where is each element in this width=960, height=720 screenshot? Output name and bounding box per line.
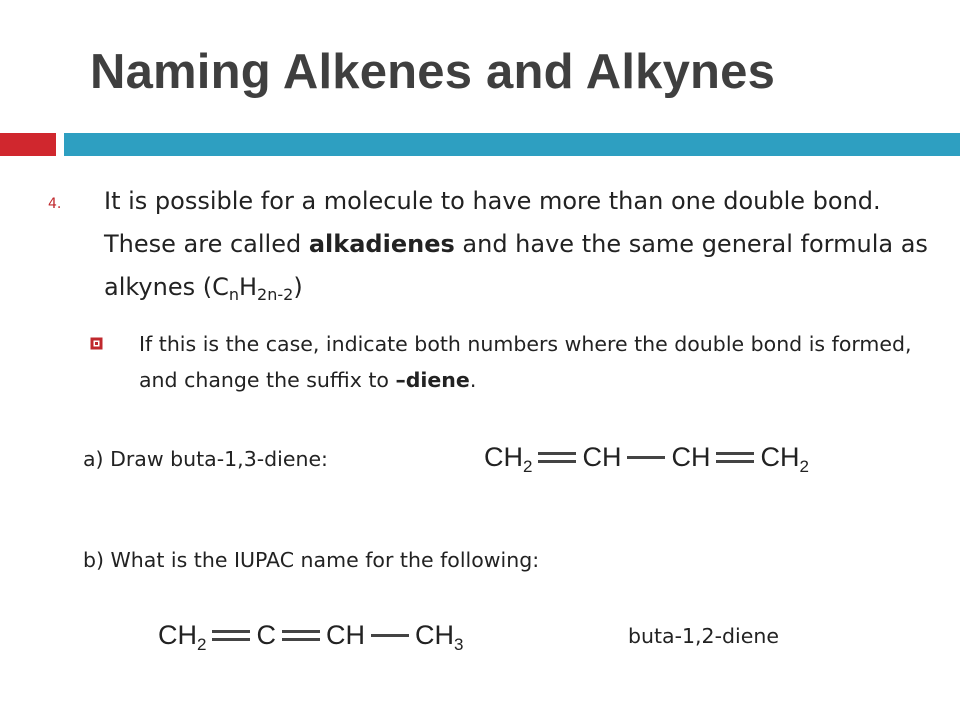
accent-bar-blue	[64, 133, 960, 156]
formula-b-atom-0: CH	[158, 620, 197, 650]
formula-b-double-bond-1	[212, 630, 250, 641]
formula-a-group-4	[671, 442, 710, 473]
formula-a-atom-2: CH	[582, 442, 622, 472]
formula-question-b	[158, 620, 464, 654]
sub-point-text-1: If this is the case, indicate both numbers where the double bond is formed, and change the suffix to	[139, 332, 912, 392]
formula-b-atom-2: C	[256, 620, 276, 650]
formula-b-atom-6: CH	[414, 620, 454, 650]
answer-b: buta-1,2-diene	[628, 624, 779, 648]
accent-bar-red	[0, 133, 56, 156]
formula-b-subscript-6: 3	[453, 635, 464, 654]
formula-a-double-bond-1	[538, 452, 576, 463]
formula-b-double-bond-3	[282, 630, 320, 641]
formula-buta-1-3-diene	[484, 442, 809, 476]
general-formula	[212, 266, 293, 309]
formula-b-single-bond-5	[371, 634, 409, 637]
formula-a-atom-6: CH	[760, 442, 800, 472]
formula-a-double-bond-5	[716, 452, 754, 463]
question-b-prompt: b) What is the IUPAC name for the following:	[83, 548, 540, 572]
suffix-diene: –diene	[395, 368, 470, 392]
formula-a-subscript-0: 2	[523, 457, 533, 476]
main-point-text-1: It is possible for a molecule to have more than one double bond. These are called	[104, 187, 881, 258]
formula-a-atom-0: CH	[484, 442, 523, 472]
formula-c: C	[212, 273, 229, 301]
formula-b-subscript-0: 2	[197, 635, 207, 654]
formula-b-group-2	[256, 620, 276, 651]
main-point-text-2: and have the same general formula as alkynes (	[104, 230, 928, 301]
formula-b-atom-4: CH	[325, 620, 365, 650]
formula-a-group-6	[760, 442, 809, 476]
list-number: 4.	[48, 196, 62, 212]
slide-title: Naming Alkenes and Alkynes	[90, 45, 776, 99]
formula-a-subscript-6: 2	[799, 457, 809, 476]
formula-a-atom-4: CH	[671, 442, 711, 472]
formula-a-group-0	[484, 442, 533, 476]
formula-subscript: 2n-2	[257, 285, 294, 304]
question-a-prompt: a) Draw buta-1,3-diene:	[83, 447, 328, 471]
term-alkadienes: alkadienes	[308, 230, 455, 258]
formula-n: n	[228, 285, 239, 304]
main-point	[104, 180, 944, 309]
formula-a-group-2	[582, 442, 621, 473]
formula-a-single-bond-3	[627, 456, 665, 459]
square-bullet-icon	[90, 337, 103, 350]
sub-point	[139, 326, 939, 398]
formula-b-group-4	[326, 620, 365, 651]
formula-h: H	[239, 273, 258, 301]
main-point-text-3: )	[293, 273, 303, 301]
formula-b-group-6	[414, 620, 464, 654]
sub-point-text-2: .	[469, 368, 477, 392]
formula-b-group-0	[158, 620, 207, 654]
